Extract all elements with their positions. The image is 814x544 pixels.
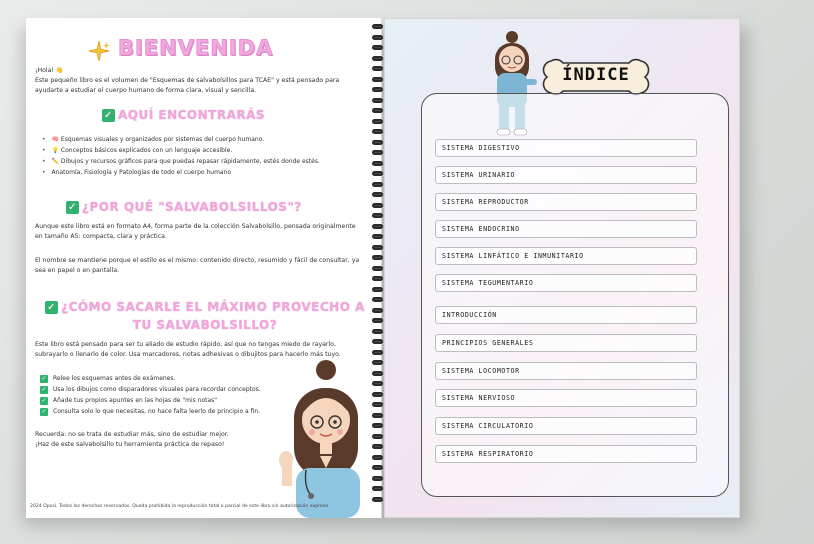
index-item-principios-generales[interactable]: PRINCIPIOS GENERALES	[435, 334, 697, 352]
index-item-sistema-circulatorio[interactable]: SISTEMA CIRCULATORIO	[435, 417, 697, 435]
section-title-por-que: ✓ ¿POR QUÉ "SALVABOLSILLOS"?	[66, 200, 302, 214]
list-item: ✓ Consulta solo lo que necesitas, no hace falta leerlo de principio a fin.	[40, 406, 370, 417]
index-title: ÍNDICE	[562, 65, 630, 85]
left-page	[26, 18, 382, 518]
por-que-paragraph-1: Aunque este libro está en formato A4, forma parte de la colección Salvabolsillo, pensada originalmente en tamaño A5: compacta, clara y práctica.	[35, 223, 356, 240]
index-item-sistema-tegumentario[interactable]: SISTEMA TEGUMENTARIO	[435, 274, 697, 292]
check-icon: ✓	[45, 301, 58, 314]
list-item: • ✏️ Dibujos y recursos gráficos para que puedas repasar rápidamente, estés donde estés.	[42, 156, 372, 167]
como-paragraph: Este libro está pensado para ser tu aliado de estudio rápido, así que no tengas miedo de rayarlo, subrayarlo o llenarlo de color. Usa marcadores, notas adhesivas o dibujitos para hacerlo más tuyo.	[35, 341, 341, 358]
list-item: • 🧠 Esquemas visuales y organizados por sistemas del cuerpo humano.	[42, 134, 372, 145]
copyright-footer: 2024 Oposi. Todos los derechos reservados. Queda prohibida la reproducción total o parcial de este libro sin autorización expresa	[30, 504, 328, 509]
index-item-sistema-linfatico[interactable]: SISTEMA LINFÁTICO E INMUNITARIO	[435, 247, 697, 265]
waving-student-illustration	[276, 358, 376, 518]
list-item: • 💡 Conceptos básicos explicados con un lenguaje accesible.	[42, 145, 372, 156]
index-item-sistema-reproductor[interactable]: SISTEMA REPRODUCTOR	[435, 193, 697, 211]
intro-paragraph: Este pequeño libro es el volumen de "Esquemas de salvabolsillos para TCAE" y está pensado para ayudarte a estudiar el cuerpo humano de forma clara, visual y sencilla.	[35, 77, 340, 94]
greeting: ¡Hola! 👋	[35, 67, 64, 74]
closing-line-2: ¡Haz de este salvabolsillo tu herramienta práctica de repaso!	[35, 441, 225, 448]
index-item-sistema-digestivo[interactable]: SISTEMA DIGESTIVO	[435, 139, 697, 157]
list-item: ✓ Relee los esquemas antes de exámenes.	[40, 373, 370, 384]
closing-line-1: Recuerda: no se trata de estudiar más, sino de estudiar mejor.	[35, 431, 229, 438]
list-item: ✓ Añade tus propios apuntes en las hojas de "mis notas"	[40, 395, 370, 406]
list-item: • Anatomía, Fisiología y Patologías de todo el cuerpo humano	[42, 167, 372, 178]
index-item-sistema-locomotor[interactable]: SISTEMA LOCOMOTOR	[435, 362, 697, 380]
features-list	[42, 134, 372, 178]
por-que-paragraph-2: El nombre se mantiene porque el estilo es el mismo: contenido directo, resumido y fácil de consultar, ya sea en papel o en pantalla.	[35, 257, 360, 274]
right-page	[384, 18, 740, 518]
check-icon: ✓	[66, 201, 79, 214]
index-item-introduccion[interactable]: INTRODUCCIÓN	[435, 306, 697, 324]
section-title-como: ✓ ¿CÓMO SACARLE EL MÁXIMO PROVECHO A TU SALVABOLSILLO?	[40, 298, 370, 334]
check-icon: ✓	[102, 109, 115, 122]
list-item: ✓ Usa los dibujos como disparadores visuales para recordar conceptos.	[40, 384, 370, 395]
index-item-sistema-endocrino[interactable]: SISTEMA ENDOCRINO	[435, 220, 697, 238]
section-title-encontraras: ✓ AQUÍ ENCONTRARÁS	[102, 108, 265, 122]
page-title: BIENVENIDA	[118, 36, 274, 60]
index-item-sistema-respiratorio[interactable]: SISTEMA RESPIRATORIO	[435, 445, 697, 463]
sparkle-icon	[88, 40, 110, 62]
index-item-sistema-urinario[interactable]: SISTEMA URINARIO	[435, 166, 697, 184]
index-item-sistema-nervioso[interactable]: SISTEMA NERVIOSO	[435, 389, 697, 407]
